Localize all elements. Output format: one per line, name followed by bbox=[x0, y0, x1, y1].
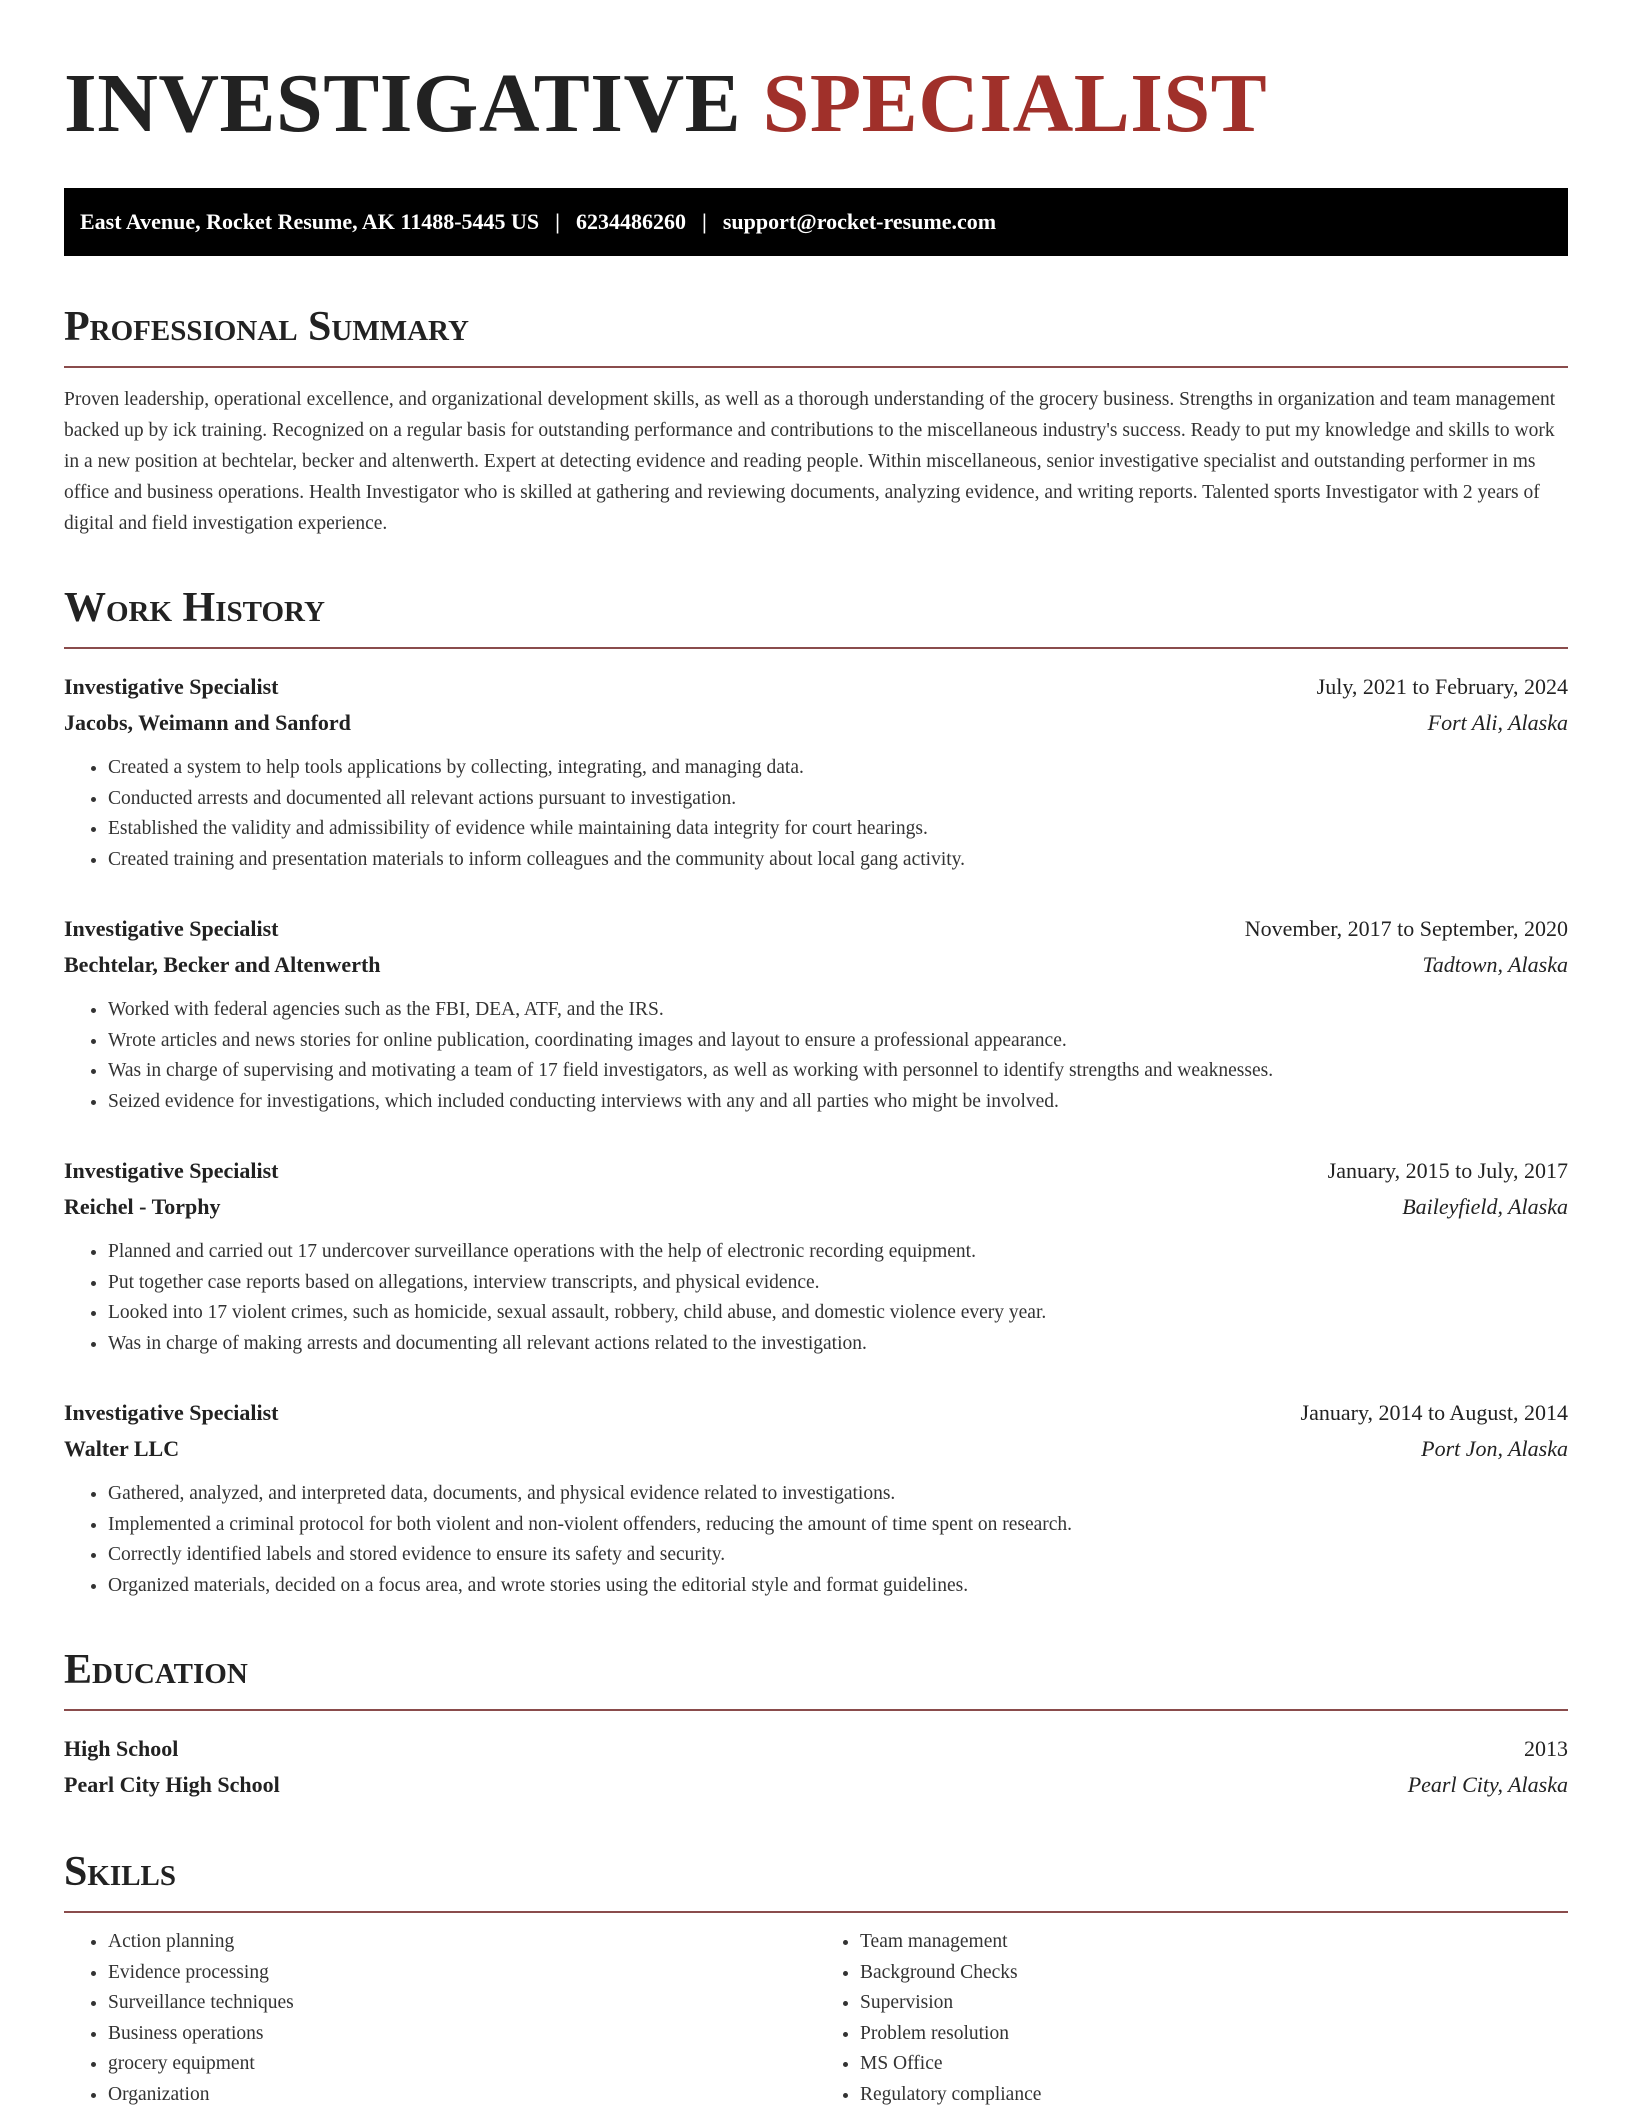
job-location: Port Jon, Alaska bbox=[1421, 1436, 1568, 1461]
job-dates: January, 2015 to July, 2017 bbox=[1327, 1158, 1568, 1183]
education-year: 2013 bbox=[1524, 1736, 1568, 1761]
job-location: Fort Ali, Alaska bbox=[1427, 710, 1568, 735]
skill-item: • Regulatory compliance bbox=[860, 2080, 1568, 2111]
job-location: Tadtown, Alaska bbox=[1422, 952, 1568, 977]
skills-column-right bbox=[816, 1927, 1568, 2110]
contact-separator: | bbox=[555, 209, 561, 234]
job-bullet: • Was in charge of supervising and motivating a team of 17 field investigators, as well as working with personnel to identify strengths and weaknesses. bbox=[108, 1056, 1568, 1087]
job-bullet: • Organized materials, decided on a focus area, and wrote stories using the editorial style and format guidelines. bbox=[108, 1571, 1568, 1602]
job-entry bbox=[64, 911, 1568, 1117]
job-bullet: • Created a system to help tools applications by collecting, integrating, and managing data. bbox=[108, 753, 1568, 784]
job-location: Baileyfield, Alaska bbox=[1402, 1194, 1568, 1219]
skills-column-left bbox=[64, 1927, 816, 2110]
job-bullet: • Established the validity and admissibility of evidence while maintaining data integrity for court hearings. bbox=[108, 814, 1568, 845]
job-dates: January, 2014 to August, 2014 bbox=[1300, 1400, 1568, 1425]
job-role: Investigative Specialist bbox=[64, 674, 279, 699]
skills-list bbox=[64, 1927, 1568, 2110]
job-bullet: • Planned and carried out 17 undercover surveillance operations with the help of electronic recording equipment. bbox=[108, 1237, 1568, 1268]
skills-heading: Skills bbox=[64, 1847, 1568, 1913]
job-bullets bbox=[64, 1479, 1568, 1601]
contact-address: East Avenue, Rocket Resume, AK 11488-5445 US bbox=[80, 209, 540, 234]
job-dates: July, 2021 to February, 2024 bbox=[1316, 674, 1568, 699]
contact-email: support@rocket-resume.com bbox=[722, 209, 997, 234]
job-role: Investigative Specialist bbox=[64, 916, 279, 941]
job-bullet: • Was in charge of making arrests and documenting all relevant actions related to the investigation. bbox=[108, 1329, 1568, 1360]
job-company: Walter LLC bbox=[64, 1436, 180, 1461]
job-bullet: • Conducted arrests and documented all relevant actions pursuant to investigation. bbox=[108, 784, 1568, 815]
job-dates: November, 2017 to September, 2020 bbox=[1244, 916, 1568, 941]
job-bullet: • Correctly identified labels and stored evidence to ensure its safety and security. bbox=[108, 1540, 1568, 1571]
job-bullet: • Looked into 17 violent crimes, such as homicide, sexual assault, robbery, child abuse, and domestic violence every year. bbox=[108, 1298, 1568, 1329]
summary-heading: Professional Summary bbox=[64, 302, 1568, 368]
summary-text: Proven leadership, operational excellence, and organizational development skills, as well as a thorough understanding of the grocery business. Strengths in organization and team management backed up by ick training. Recognized on a regular basis for outstanding performance and contributions to the miscellaneous industry's success. Ready to put my knowledge and skills to work in a new position at bechtelar, becker and altenwerth. Expert at detecting evidence and reading people. Within miscellaneous, senior investigative specialist and outstanding performer in ms office and business operations. Health Investigator who is skilled at gathering and reviewing documents, analyzing evidence, and writing reports. Talented sports Investigator with 2 years of digital and field investigation experience. bbox=[64, 389, 1556, 534]
skill-item: • Supervision bbox=[860, 1988, 1568, 2019]
job-bullet: • Wrote articles and news stories for online publication, coordinating images and layout to ensure a professional appearance. bbox=[108, 1026, 1568, 1057]
job-entry bbox=[64, 1153, 1568, 1359]
contact-phone: 6234486260 bbox=[576, 209, 687, 234]
skill-item: • Evidence processing bbox=[108, 1958, 816, 1989]
contact-bar bbox=[64, 188, 1568, 256]
job-bullet: • Put together case reports based on allegations, interview transcripts, and physical evidence. bbox=[108, 1268, 1568, 1299]
skill-item: • Business operations bbox=[108, 2019, 816, 2050]
skill-item: • Surveillance techniques bbox=[108, 1988, 816, 2019]
skill-item: • Background Checks bbox=[860, 1958, 1568, 1989]
job-role: Investigative Specialist bbox=[64, 1158, 279, 1183]
skill-item: • grocery equipment bbox=[108, 2049, 816, 2080]
job-company: Reichel - Torphy bbox=[64, 1194, 221, 1219]
job-bullets bbox=[64, 1237, 1568, 1359]
job-role: Investigative Specialist bbox=[64, 1400, 279, 1425]
education-heading: Education bbox=[64, 1645, 1568, 1711]
job-bullets bbox=[64, 995, 1568, 1117]
education-location: Pearl City, Alaska bbox=[1407, 1772, 1568, 1797]
job-bullet: • Implemented a criminal protocol for both violent and non-violent offenders, reducing the amount of time spent on research. bbox=[108, 1510, 1568, 1541]
name-last: SPECIALIST bbox=[762, 57, 1268, 150]
education-entry bbox=[64, 1731, 1568, 1803]
skill-item: • Team management bbox=[860, 1927, 1568, 1958]
name-first: INVESTIGATIVE bbox=[64, 57, 742, 150]
work-history-heading: Work History bbox=[64, 583, 1568, 649]
job-bullet: • Gathered, analyzed, and interpreted data, documents, and physical evidence related to investigations. bbox=[108, 1479, 1568, 1510]
skill-item: • Problem resolution bbox=[860, 2019, 1568, 2050]
education-school: Pearl City High School bbox=[64, 1772, 280, 1797]
job-bullets bbox=[64, 753, 1568, 875]
job-entry bbox=[64, 669, 1568, 875]
job-bullet: • Created training and presentation materials to inform colleagues and the community about local gang activity. bbox=[108, 845, 1568, 876]
job-company: Jacobs, Weimann and Sanford bbox=[64, 710, 351, 735]
education-degree: High School bbox=[64, 1736, 179, 1761]
job-bullet: • Worked with federal agencies such as the FBI, DEA, ATF, and the IRS. bbox=[108, 995, 1568, 1026]
skill-item: • MS Office bbox=[860, 2049, 1568, 2080]
skill-item: • Action planning bbox=[108, 1927, 816, 1958]
candidate-name bbox=[64, 56, 1568, 152]
job-entry bbox=[64, 1395, 1568, 1601]
job-company: Bechtelar, Becker and Altenwerth bbox=[64, 952, 381, 977]
contact-separator: | bbox=[702, 209, 707, 234]
job-bullet: • Seized evidence for investigations, which included conducting interviews with any and all parties who might be involved. bbox=[108, 1087, 1568, 1118]
skill-item: • Organization bbox=[108, 2080, 816, 2111]
